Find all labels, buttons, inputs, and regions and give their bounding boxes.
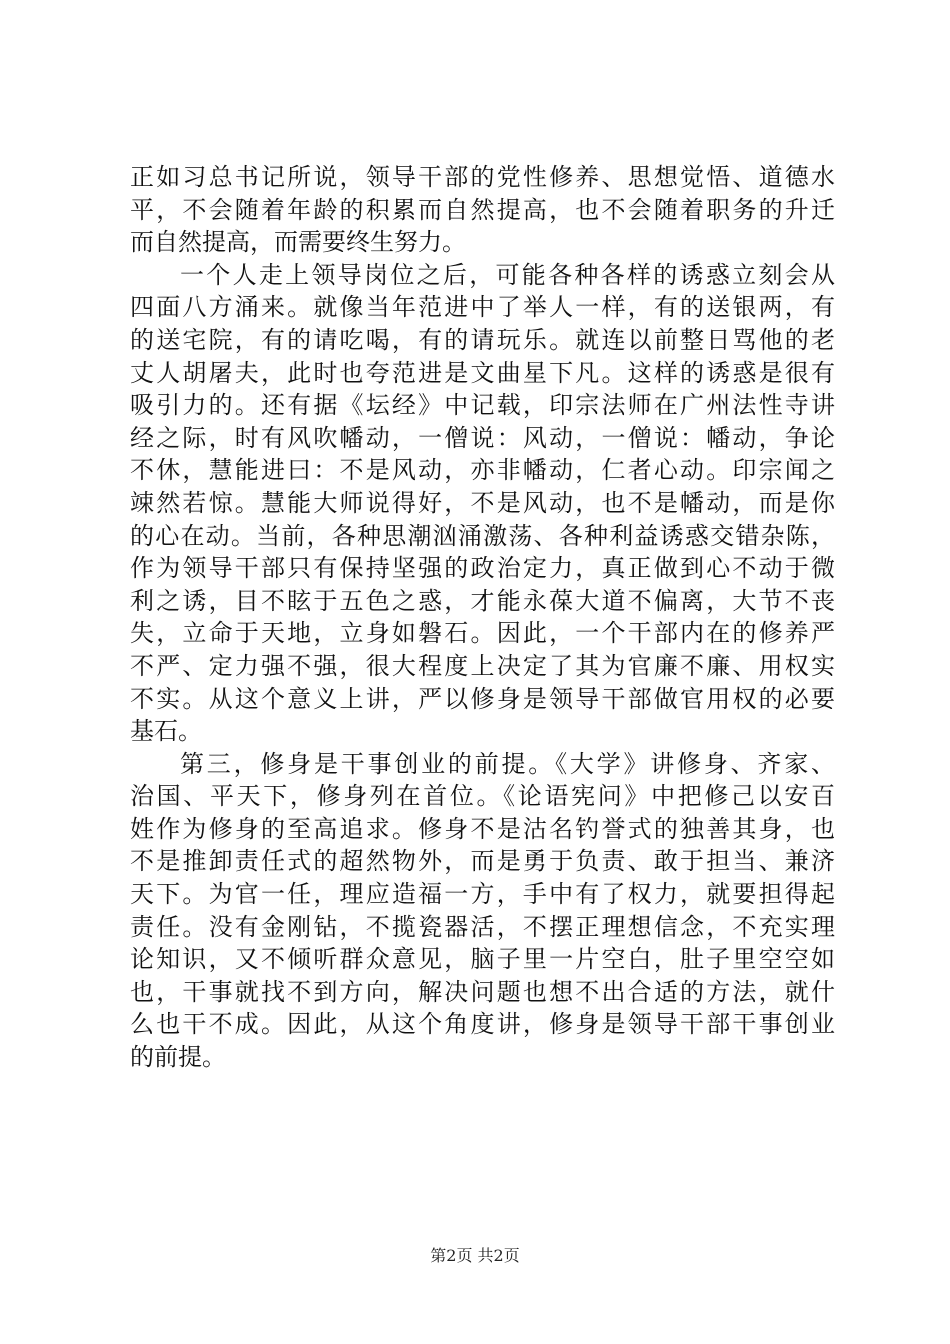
page-footer: 第2页 共2页: [430, 1246, 520, 1265]
text-line: 基石。: [130, 717, 202, 746]
text-line: 不休，慧能进曰：不是风动，亦非幡动，仁者心动。印宗闻之: [130, 456, 835, 485]
text-line: 四面八方涌来。就像当年范进中了举人一样，有的送银两，有: [130, 293, 835, 322]
text-line: 不是推卸责任式的超然物外，而是勇于负责、敢于担当、兼济: [130, 847, 835, 876]
body-text: [130, 161, 835, 1074]
text-line: 不严、定力强不强，很大程度上决定了其为官廉不廉、用权实: [130, 651, 835, 680]
text-line: 治国、平天下，修身列在首位。《论语宪问》中把修己以安百: [130, 782, 835, 811]
text-line: 的前提。: [130, 1043, 226, 1072]
text-line: 经之际，时有风吹幡动，一僧说：风动，一僧说：幡动，争论: [130, 423, 835, 452]
paragraph: [130, 259, 835, 748]
text-line: 天下。为官一任，理应造福一方，手中有了权力，就要担得起: [130, 880, 835, 909]
text-line: 利之诱，目不眩于五色之惑，才能永葆大道不偏离，大节不丧: [130, 586, 835, 615]
text-line: 也，干事就找不到方向，解决问题也想不出合适的方法，就什: [130, 977, 835, 1006]
text-line: 姓作为修身的至高追求。修身不是沽名钓誉式的独善其身，也: [130, 814, 835, 843]
text-line: 失，立命于天地，立身如磐石。因此，一个干部内在的修养严: [130, 619, 835, 648]
text-line: 一个人走上领导岗位之后，可能各种各样的诱惑立刻会从: [180, 260, 835, 289]
text-line: 平，不会随着年龄的积累而自然提高，也不会随着职务的升迁: [130, 195, 835, 224]
text-line: 责任。没有金刚钻，不揽瓷器活，不摆正理想信念，不充实理: [130, 912, 835, 941]
text-line: 第三，修身是干事创业的前提。《大学》讲修身、齐家、: [180, 749, 835, 778]
text-line: 丈人胡屠夫，此时也夸范进是文曲星下凡。这样的诱惑是很有: [130, 358, 835, 387]
text-line: 不实。从这个意义上讲，严以修身是领导干部做官用权的必要: [130, 684, 835, 713]
text-line: 论知识，又不倾听群众意见，脑子里一片空白，肚子里空空如: [130, 945, 835, 974]
text-line: 的心在动。当前，各种思潮汹涌激荡、各种利益诱惑交错杂陈，: [130, 521, 835, 550]
text-line: 而自然提高，而需要终生努力。: [130, 228, 466, 257]
paragraph: [130, 161, 835, 259]
text-line: 正如习总书记所说，领导干部的党性修养、思想觉悟、道德水: [130, 163, 835, 191]
text-line: 作为领导干部只有保持坚强的政治定力，真正做到心不动于微: [130, 554, 835, 583]
text-line: 么也干不成。因此，从这个角度讲，修身是领导干部干事创业: [130, 1010, 835, 1039]
text-line: 的送宅院，有的请吃喝，有的请玩乐。就连以前整日骂他的老: [130, 325, 835, 354]
paragraph: [130, 748, 835, 1074]
text-line: 吸引力的。还有据《坛经》中记载，印宗法师在广州法性寺讲: [130, 391, 835, 420]
text-line: 竦然若惊。慧能大师说得好，不是风动，也不是幡动，而是你: [130, 488, 835, 517]
